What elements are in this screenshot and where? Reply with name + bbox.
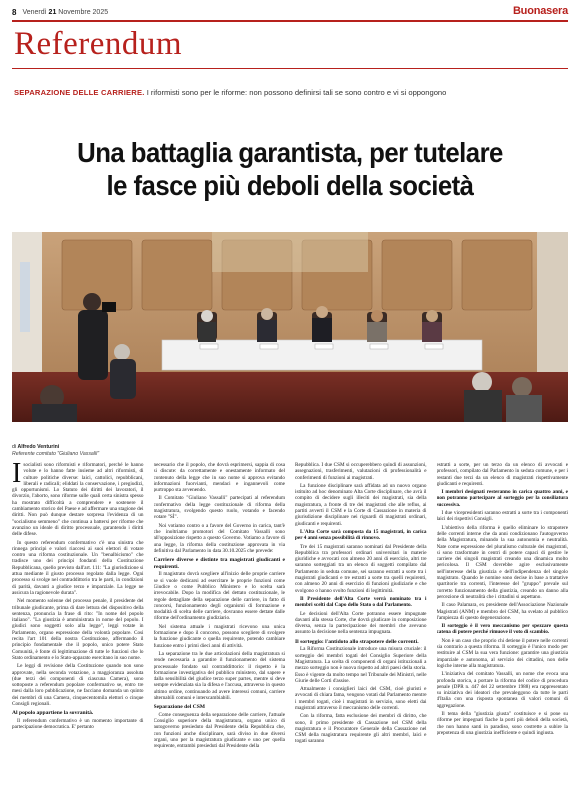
article-column-3 xyxy=(295,462,427,782)
paragraph: La separazione tra le due articolazioni della magistratura si rende necessaria a garantire il funzionamento del sistema processuale fondato sul contraddittorio: il rispetto è la formazione investigativa del pubblico ministero, dal sapere e dalla sensibilità del giudice terzo super partes, mentre si deve sempre evidenziata sia la difesa e l'accusa, attraverso in questo ultimo ordine, continuando ad avere interessi comuni, carriere alternabili comuni e interscambiabili. xyxy=(153,650,285,701)
paragraph: necessario che il popolo, che dovrà esprimersi, sappia di cosa si discute: da correttamente e onestamente informato del contenuto della legge che in suo nome si approva evitando informazioni fuorvianti, mendaci e ingannevoli come purtroppo sta avvenendo. xyxy=(153,462,285,494)
headline xyxy=(34,136,546,202)
paragraph: estratti a sorte, per un terzo da un elenco di avvocati e professori, compilato dal Parlamento in seduta comune, e per i restanti due terzi da un elenco di magistrati rispettivamente giudicanti e requirenti. xyxy=(436,462,568,487)
bold-paragraph: L'Alta Corte sarà composta da 15 magistrati, in carica per 4 anni senza possibilità di rinnovo. xyxy=(295,528,427,542)
date-day: 21 xyxy=(48,8,57,16)
dateline xyxy=(22,9,108,16)
dropcap: I xyxy=(12,462,22,489)
paragraph: Come conseguenza della separazione delle carriere, l'attuale Consiglio superiore della magistratura, organo unico di autogoverno presieduto dal Presidente della Repubblica che, con funzioni anche disciplinare, sarà diviso in due diversi organi, uno per la magistratura giudicante e uno per quella requirente, entrambi presieduti dal Presidente della xyxy=(153,711,285,750)
kicker xyxy=(14,88,566,98)
paragraph: Il tema della "giustizia giusta" costituisce e si pone su riforme per impegnati fiache la porti più deboli della società, che non hanno santi in paradiso, sono costrette a subire la prepotenza di una giustizia inefficiente e quindi ingiusta. xyxy=(436,710,568,736)
paragraph: Il Comitato "Giuliano Vassalli" partecipati al referendum confermativo della legge costituzionale di riforma della magistratura, svolgendo questo ruolo, votando e facendo votare "SÌ". xyxy=(153,495,285,521)
paragraph: L'obiettivo della riforma è quello eliminare lo strapotere delle correnti interne che da anni condizionano l'autogoverno della Magistratura, minando la sua autonomia e neutralità. Nate come espressione del pluralismo culturale dei magistrati, si sono trasformate in centri di potere capaci di gestire le carriere dei singoli magistrati creando una dinamica molto pericolosa. Il CSM dovrebbe agire esclusivamente nell'interesse della giustizia e dell'indipendenza del singolo magistrato. Quando le nomine sono decise in base a trattative spartitorie tra correnti, l'interesse del "gruppo" prevale sul corretto funzionamento della giustizia, creando un danno alla percezione di neutralità che i cittadini si aspettano. xyxy=(436,524,568,600)
paragraph: Tre dei 15 magistrati saranno nominati dal Presidente della Repubblica tra professori ordinari universitari in materie giuridiche e avvocati con almeno 20 anni di esercizio, altri tre saranno sorteggiati tra un elenco di soggetti compilato dal Parlamento in seduta comune, sei saranno estratti a sorte tra i magistrati giudicanti e tre estratti a sorte tra quelli requirenti, con almeno 20 anni di esercizio di funzioni giudiziarie e che svolgono o hanno svolto funzioni di legittimità. xyxy=(295,543,427,594)
section-title: Referendum xyxy=(14,26,183,62)
subheading: Separazione del CSM xyxy=(153,704,206,711)
kicker-lead: SEPARAZIONE DELLE CARRIERE. xyxy=(14,88,145,97)
article-body xyxy=(12,462,568,782)
headline-line-2: le fasce più deboli della società xyxy=(106,170,474,201)
page-header xyxy=(12,6,568,18)
paragraph: Con la riforma, fatta esclusione dei membri di diritto, che sono, il primo presidente di Cassazione nel CSM della magistratura e il Procuratore Generale della Cassazione nel CSM della magistratura requirente gli altri membri, laici e togati saranno xyxy=(295,713,427,745)
bold-paragraph: I membri designati resteranno in carica quattro anni, e non potranno partecipare al sorteggio per la consiliatura successiva. xyxy=(436,489,568,508)
paragraph: Le decisioni dell'Alta Corte potranno essere impugnate davanti alla stessa Corte, che dovrà giudicare in composizione diversa, senza la partecipazione dei membri che avevano assunto la decisione nella sentenza impugnata. xyxy=(295,610,427,636)
byline-author: Alfredo Venturini xyxy=(17,444,60,450)
article-photo xyxy=(12,232,568,422)
brand-logo: Buonasera xyxy=(512,5,568,17)
paragraph: Non è un caso che proprio chi detiene il potere nelle correnti sia contrario a questa riforma. Il sorteggio è l'unico modo per restituire al CSM la sua vera funzione: garantire una giustizia imparziale e autonoma, al servizio dei cittadini, non delle logiche interne alla magistratura. xyxy=(436,637,568,669)
article-column-2 xyxy=(154,462,286,782)
paragraph: Il magistrato dovrà scegliere all'inizio delle proprie carriere se si vuole dedicarsi ad esercitare le proprie funzioni come Giudice o come Pubblico Ministero e lo scelta sarà irrevocabile. Dopo la modifica del dettato costituzionale, le regole dettagliate della separazione delle carriere, in fatto di concorsi, funzionamento degli organismi di formazione e modalità di scelta delle carriere, dovranno essere dettate dalle riforme dell'ordinamento giudiziario. xyxy=(153,571,285,622)
bold-paragraph: Il sorteggio è il vero meccanismo per spezzare questa catena di potere perché rimuove il voto di scambio. xyxy=(436,623,568,636)
paragraph: In questo referendum confermativo c'è una sinistra che rinnega principi e valori riaccesi ai suoi elettori di votare contro una riforma costituzionale. Un "benalbicismo" che tradisce uno dei principi fondanti della Costituzione Repubblicana, quello previsto dall'art. 111: "La giurisdizione si attua mediante il giusto processo regolato dalla legge. Ogni processo si svolge nel contraddittorio tra le parti, in condizioni di parità, davanti a giudice terzo e imparziale. La legge ne assicura la ragionevole durata". xyxy=(12,539,144,596)
paragraph: La Riforma Costituzionale introduce una misura cruciale: il sorteggio dei membri togati del Consiglio Superiore della Magistratura. La scelta di componenti di organi istituzionali a mezzo sorteggio non è nuova rispetto ad altri paesi della storia. Esso è vigente da molto tempo nel Tribunale dei Ministri, nelle Giurie delle Corti d'assise. xyxy=(295,646,427,684)
kicker-rest: I riformisti sono per le riforme: non possono definirsi tali se sono contro e vi si oppongono xyxy=(144,88,447,97)
paragraph: Noi votiamo contro o a favore del Governo in carica, tant'è che inoltriamo promotori del Comitato Vassalli sono all'opposizione rispetto a questo Governo. Votiamo a favore di una legge, la riforma della costituzione approvata in via definitiva dal Parlamento in data 30.10.2025 che prevede: xyxy=(153,522,285,554)
conference-room-illustration xyxy=(12,232,568,422)
paragraph: Le leggi di revisione della Costituzione quando non sono approvate, nella seconda votazione, a maggioranza assoluta (due terzi dei componenti di ciascuna Camera), sono sottoposte a referendum popolare confermativo se, entro tre mesi dalla loro pubblicazione, ne facciano domanda un quinto dei membri di una Camera, cinquecentomila elettori o cinque Consigli regionali. xyxy=(12,663,144,707)
article-column-1 xyxy=(12,462,144,782)
paragraph: La funzione disciplinare sarà affidata ad un nuovo organo istituito ad hoc denominato Alta Corte disciplinare, che avrà il compito di decidere sugli illeciti dei magistrati, sia della magistratura, a fronte di tre dei magistrati che alle reflus, ai partiti avverti il CSM e la Corte di Cassazione in materia di giurisdizione disciplinare nei riguardi di magistrati ordinari, giudicanti e requirenti. xyxy=(295,482,427,527)
headline-line-1: Una battaglia garantista, per tutelare xyxy=(77,137,503,168)
page-number: 8 xyxy=(12,7,17,17)
paragraph: Nel sistema attuale i magistrati ricevono una unica formazione e dopo il concorso, possono scegliere di svolgere la funzione giudicante o quella requirente, potendo cambiare funzione entro i primi dieci anni di attività. xyxy=(153,623,285,649)
paragraph: Il caso Palamara, ex presidente dell'Associazione Nazionale Magistrati (ANM) e membro del CSM, ha svelato al pubblico l'ampiezza di questo degenerazione. xyxy=(436,602,568,621)
date-weekday: Venerdì xyxy=(22,8,47,16)
paragraph-text: socialisti sono riformisti e riformatori, perché le hanno volute e lo hanno fatte insieme ad altri riformisti, di culture politiche diverse: laici, cattolici, repubblicani, liberali e radicali; eliddati la conservazione, i pregiudizi, gli opportunismi. Lo Statuto dei diritti dei lavoratori, il divorzio, l'aborto, sono riforme sulle quali certa sinistra spesso ha mostrato difficoltà a comprendere e sostenere il cambiamento storico del Paese e ad affermare una stagione dei diritti. Non può dunque destare sorpresa l'evidenza di un "socialismo semmeno" che continua a battersi per riforme che avanzino un ideale di diritto processuale, garantendo i diritti delle difese. xyxy=(12,462,144,538)
byline-role: Referente comitato "Giuliano Vassalli" xyxy=(12,451,100,457)
paragraph: Attualmente i consiglieri laici del CSM, cioè giuristi e avvocati di chiara fama, vengono votati dal Parlamento mentre i membri togati, cioè i magistrati in servizio, sono eletti dai magistrati attraverso il meccanismo delle correnti. xyxy=(295,686,427,711)
byline-prefix: di xyxy=(12,444,17,450)
header-rule xyxy=(12,20,568,22)
bold-paragraph: Il Presidente dell'Alta Corte verrà nominato tra i membri scelti dal Capo dello Stato o dal Parlamento. xyxy=(295,595,427,609)
paragraph xyxy=(12,462,144,538)
paragraph: Repubblica. I due CSM si occuperebbero quindi di assunzioni, assegnazioni, trasferimenti, valutazioni di professionalità e conferimenti di funzioni ai magistrati. xyxy=(295,462,427,481)
subheading: Carriere diverse e distinte tra magistrati giudicanti e requirenti. xyxy=(153,557,285,570)
date-month-year: Novembre 2025 xyxy=(58,8,109,16)
paragraph: Il referendum confermativo è un momento importante di partecipazione democratica. E' pertanto xyxy=(12,717,144,731)
paragraph: Nel momento solenne del processo penale, il presidente del tribunale giudicante, prima di dare lettura del dispositivo della sentenza, pronuncia la frase di rito: "In nome del popolo italiano". "La giustizia è amministrata in nome del popolo. I giudici sono soggetti solo alla legge", leggi votate in Parlamento, organo espressione della volontà popolare. Così recita l'art 101 della nostra Costituzione, affermando il principio fondamentale che il popolo, unico potere Stato Comunità, è fonte di legittimazione di tutte le funzioni che lo Stato ordinamento e lo Stato-apparato esercitano in suo nome. xyxy=(12,598,144,661)
section-rule xyxy=(12,68,568,69)
byline xyxy=(12,444,99,458)
subheading: Al popolo appartiene la sovranità. xyxy=(12,710,94,717)
paragraph: I due vicepresidenti saranno estratti a sorte tra i componenti laici dei rispettivi Consigli. xyxy=(436,510,568,523)
paragraph: L'iniziativa del comitato Vassalli, un nome che evoca una profonda storica, a portare la riforma del codice di procedura penale (DPR n. 447 del 22 settembre 1988) era rappresentato su iniziativa dei ideatori che prevaleggono da tutte le parti d'Italia con una risposta spontanea di valori comuni di aggregazione. xyxy=(436,671,568,709)
article-column-4 xyxy=(437,462,569,782)
subheading: Il sorteggio: l'antidoto allo strapotere delle correnti. xyxy=(295,638,419,645)
